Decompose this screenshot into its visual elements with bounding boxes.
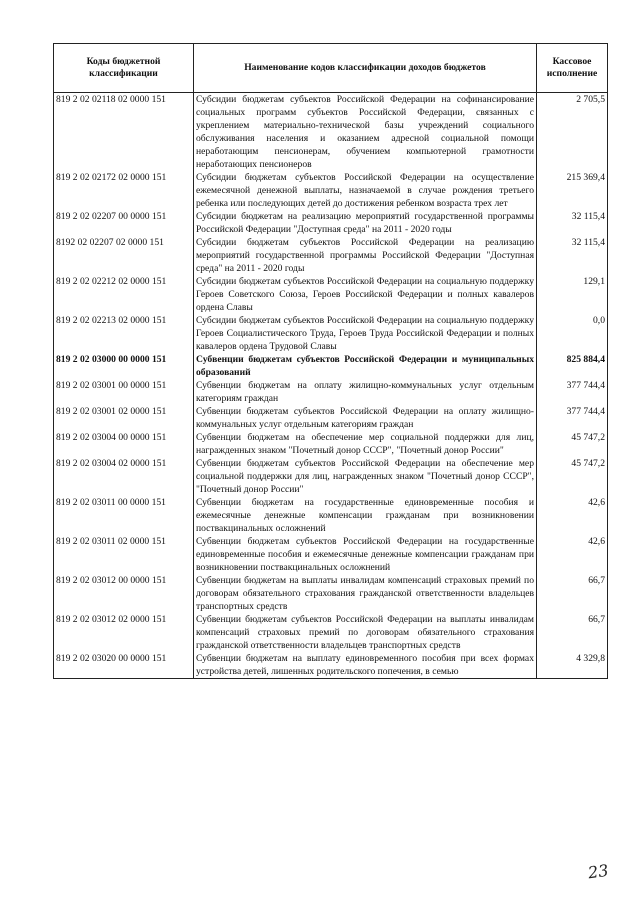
table-header	[54, 44, 608, 93]
row-name: Субвенции бюджетам на выплаты инвалидам компенсаций страховых премий по договорам обязательного страхования гражданской ответственности владельцев транспортных средств	[194, 574, 537, 613]
row-amount: 0,0	[537, 314, 608, 353]
row-amount: 42,6	[537, 496, 608, 535]
table-row	[54, 314, 608, 353]
row-name: Субвенции бюджетам субъектов Российской Федерации на выплаты инвалидам компенсаций страховых премий по договорам обязательного страхования гражданской ответственности владельцев транспортных средств	[194, 613, 537, 652]
row-name: Субсидии бюджетам субъектов Российской Федерации на осуществление ежемесячной денежной выплаты, назначаемой в случае рождения третьего ребенка или последующих детей до достижения ребенком возраста трех лет	[194, 171, 537, 210]
row-name: Субвенции бюджетам субъектов Российской Федерации на оплату жилищно-коммунальных услуг отдельным категориям граждан	[194, 405, 537, 431]
table-row	[54, 431, 608, 457]
row-name: Субсидии бюджетам субъектов Российской Федерации на реализацию мероприятий государственной программы Российской Федерации "Доступная среда" на 2011 - 2020 годы	[194, 236, 537, 275]
table-row	[54, 379, 608, 405]
row-code: 819 2 02 03020 00 0000 151	[54, 652, 194, 679]
header-amount: Кассовое исполнение	[537, 44, 608, 93]
row-name: Субвенции бюджетам субъектов Российской Федерации и муниципальных образований	[194, 353, 537, 379]
row-name: Субвенции бюджетам субъектов Российской Федерации на обеспечение мер социальной поддержки для лиц, награжденных знаком "Почетный донор СССР", "Почетный донор России"	[194, 457, 537, 496]
row-amount: 32 115,4	[537, 210, 608, 236]
row-amount: 4 329,8	[537, 652, 608, 679]
row-amount: 825 884,4	[537, 353, 608, 379]
row-amount: 377 744,4	[537, 379, 608, 405]
table-row	[54, 236, 608, 275]
table-row	[54, 210, 608, 236]
row-code: 819 2 02 02172 02 0000 151	[54, 171, 194, 210]
row-name: Субсидии бюджетам субъектов Российской Федерации на софинансирование социальных программ субъектов Российской Федерации, связанных с укреплением материально-технической базы учреждений социального обслуживания населения и оказанием адресной социальной помощи неработающим пенсионерам, обучением компьютерной грамотности неработающих пенсионеров	[194, 93, 537, 172]
row-name: Субсидии бюджетам субъектов Российской Федерации на социальную поддержку Героев Социалистического Труда, Героев Труда Российской Федерации и полных кавалеров ордена Трудовой Славы	[194, 314, 537, 353]
row-amount: 129,1	[537, 275, 608, 314]
row-amount: 32 115,4	[537, 236, 608, 275]
page-number: 23	[586, 860, 610, 883]
row-name: Субвенции бюджетам на оплату жилищно-коммунальных услуг отдельным категориям граждан	[194, 379, 537, 405]
row-name: Субвенции бюджетам на выплату единовременного пособия при всех формах устройства детей, лишенных родительского попечения, в семью	[194, 652, 537, 679]
row-amount: 377 744,4	[537, 405, 608, 431]
row-code: 819 2 02 03012 00 0000 151	[54, 574, 194, 613]
row-name: Субвенции бюджетам на государственные единовременные пособия и ежемесячные денежные компенсации гражданам при возникновении поствакцинальных осложнений	[194, 496, 537, 535]
row-amount: 215 369,4	[537, 171, 608, 210]
budget-table	[53, 43, 608, 679]
table-row	[54, 652, 608, 679]
row-name: Субсидии бюджетам на реализацию мероприятий государственной программы Российской Федерации "Доступная среда" на 2011 - 2020 годы	[194, 210, 537, 236]
header-name: Наименование кодов классификации доходов бюджетов	[194, 44, 537, 93]
table-row	[54, 535, 608, 574]
table-row	[54, 574, 608, 613]
table-row	[54, 405, 608, 431]
row-code: 819 2 02 03004 00 0000 151	[54, 431, 194, 457]
row-code: 819 2 02 03004 02 0000 151	[54, 457, 194, 496]
row-code: 819 2 02 02212 02 0000 151	[54, 275, 194, 314]
row-code: 819 2 02 03012 02 0000 151	[54, 613, 194, 652]
row-code: 819 2 02 03011 00 0000 151	[54, 496, 194, 535]
table-row	[54, 613, 608, 652]
row-amount: 42,6	[537, 535, 608, 574]
row-name: Субвенции бюджетам на обеспечение мер социальной поддержки для лиц, награжденных знаком "Почетный донор СССР", "Почетный донор России"	[194, 431, 537, 457]
row-code: 819 2 02 02213 02 0000 151	[54, 314, 194, 353]
row-amount: 45 747,2	[537, 457, 608, 496]
row-code: 819 2 02 03001 00 0000 151	[54, 379, 194, 405]
row-code: 819 2 02 03011 02 0000 151	[54, 535, 194, 574]
header-codes: Коды бюджетной классификации	[54, 44, 194, 93]
row-code: 819 2 02 03001 02 0000 151	[54, 405, 194, 431]
row-amount: 45 747,2	[537, 431, 608, 457]
row-code: 819 2 02 03000 00 0000 151	[54, 353, 194, 379]
table-row	[54, 171, 608, 210]
row-code: 8192 02 02207 02 0000 151	[54, 236, 194, 275]
table-body	[54, 93, 608, 679]
row-name: Субсидии бюджетам субъектов Российской Федерации на социальную поддержку Героев Советского Союза, Героев Российской Федерации и полных кавалеров ордена Славы	[194, 275, 537, 314]
table-row	[54, 275, 608, 314]
row-amount: 66,7	[537, 574, 608, 613]
row-amount: 2 705,5	[537, 93, 608, 172]
row-code: 819 2 02 02118 02 0000 151	[54, 93, 194, 172]
row-code: 819 2 02 02207 00 0000 151	[54, 210, 194, 236]
table-row	[54, 457, 608, 496]
table-row	[54, 496, 608, 535]
row-name: Субвенции бюджетам субъектов Российской Федерации на государственные единовременные пособия и ежемесячные денежные компенсации гражданам при возникновении поствакцинальных осложнений	[194, 535, 537, 574]
table-row	[54, 353, 608, 379]
row-amount: 66,7	[537, 613, 608, 652]
table-row	[54, 93, 608, 172]
